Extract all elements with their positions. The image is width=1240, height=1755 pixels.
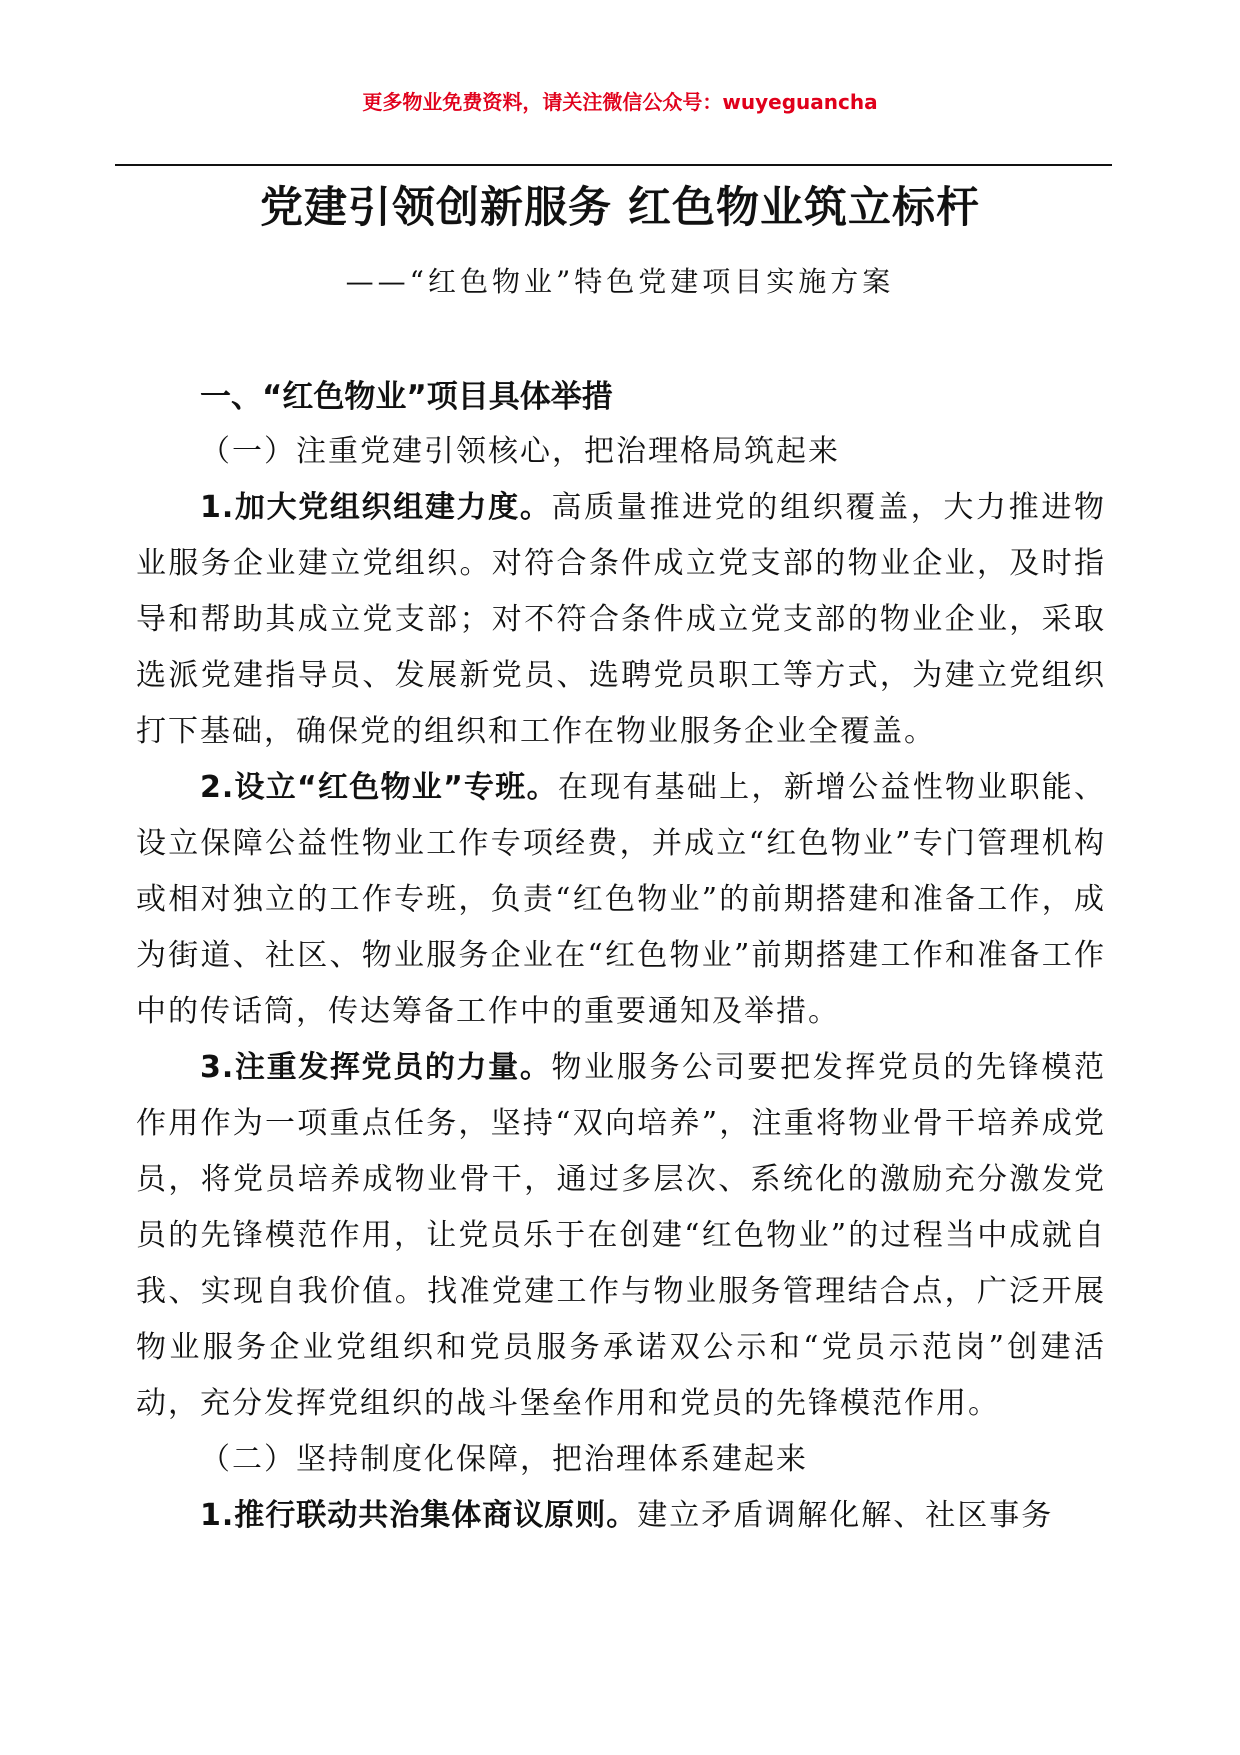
paragraph — [136, 760, 1106, 1040]
paragraph — [136, 1040, 1106, 1432]
paragraph-lead: 1.加大党组织组建力度。 — [200, 490, 552, 525]
document-subtitle: ——“红色物业”特色党建项目实施方案 — [345, 265, 895, 298]
document-body — [136, 370, 1106, 1544]
paragraph — [136, 480, 1106, 760]
paragraph-text: 高质量推进党的组织覆盖，大力推进物业服务企业建立党组织。对符合条件成立党支部的物业企业，及时指导和帮助其成立党支部；对不符合条件成立党支部的物业企业，采取选派党建指导员、发展新党员、选聘党员职工等方式，为建立党组织打下基础，确保党的组织和工作在物业服务企业全覆盖。 — [136, 490, 1106, 749]
paragraph — [136, 1488, 1106, 1544]
paragraph-lead: 1.推行联动共治集体商议原则。 — [200, 1498, 638, 1533]
paragraph-lead: 3.注重发挥党员的力量。 — [200, 1050, 552, 1085]
document-title: 党建引领创新服务 红色物业筑立标杆 — [260, 183, 980, 233]
paragraph-text: 建立矛盾调解化解、社区事务 — [637, 1498, 1054, 1533]
paragraph-text: 物业服务公司要把发挥党员的先锋模范作用作为一项重点任务，坚持“双向培养”，注重将物业骨干培养成党员，将党员培养成物业骨干，通过多层次、系统化的激励充分激发党员的先锋模范作用，让党员乐于在创建“红色物业”的过程当中成就自我、实现自我价值。找准党建工作与物业服务管理结合点，广泛开展物业服务企业党组织和党员服务承诺双公示和“党员示范岗”创建活动，充分发挥党组织的战斗堡垒作用和党员的先锋模范作用。 — [136, 1050, 1106, 1421]
header-promo-note: 更多物业免费资料，请关注微信公众号：wuyeguancha — [362, 90, 878, 114]
subsection-heading: （一）注重党建引领核心，把治理格局筑起来 — [200, 434, 840, 469]
paragraph-lead: 2.设立“红色物业”专班。 — [200, 770, 558, 805]
section-heading: 一、“红色物业”项目具体举措 — [200, 379, 613, 415]
header-divider — [115, 164, 1112, 166]
paragraph-text: 在现有基础上，新增公益性物业职能、设立保障公益性物业工作专项经费，并成立“红色物业”专门管理机构或相对独立的工作专班，负责“红色物业”的前期搭建和准备工作，成为街道、社区、物业服务企业在“红色物业”前期搭建工作和准备工作中的传话筒，传达筹备工作中的重要通知及举措。 — [136, 770, 1106, 1029]
subsection-heading: （二）坚持制度化保障，把治理体系建起来 — [200, 1442, 808, 1477]
